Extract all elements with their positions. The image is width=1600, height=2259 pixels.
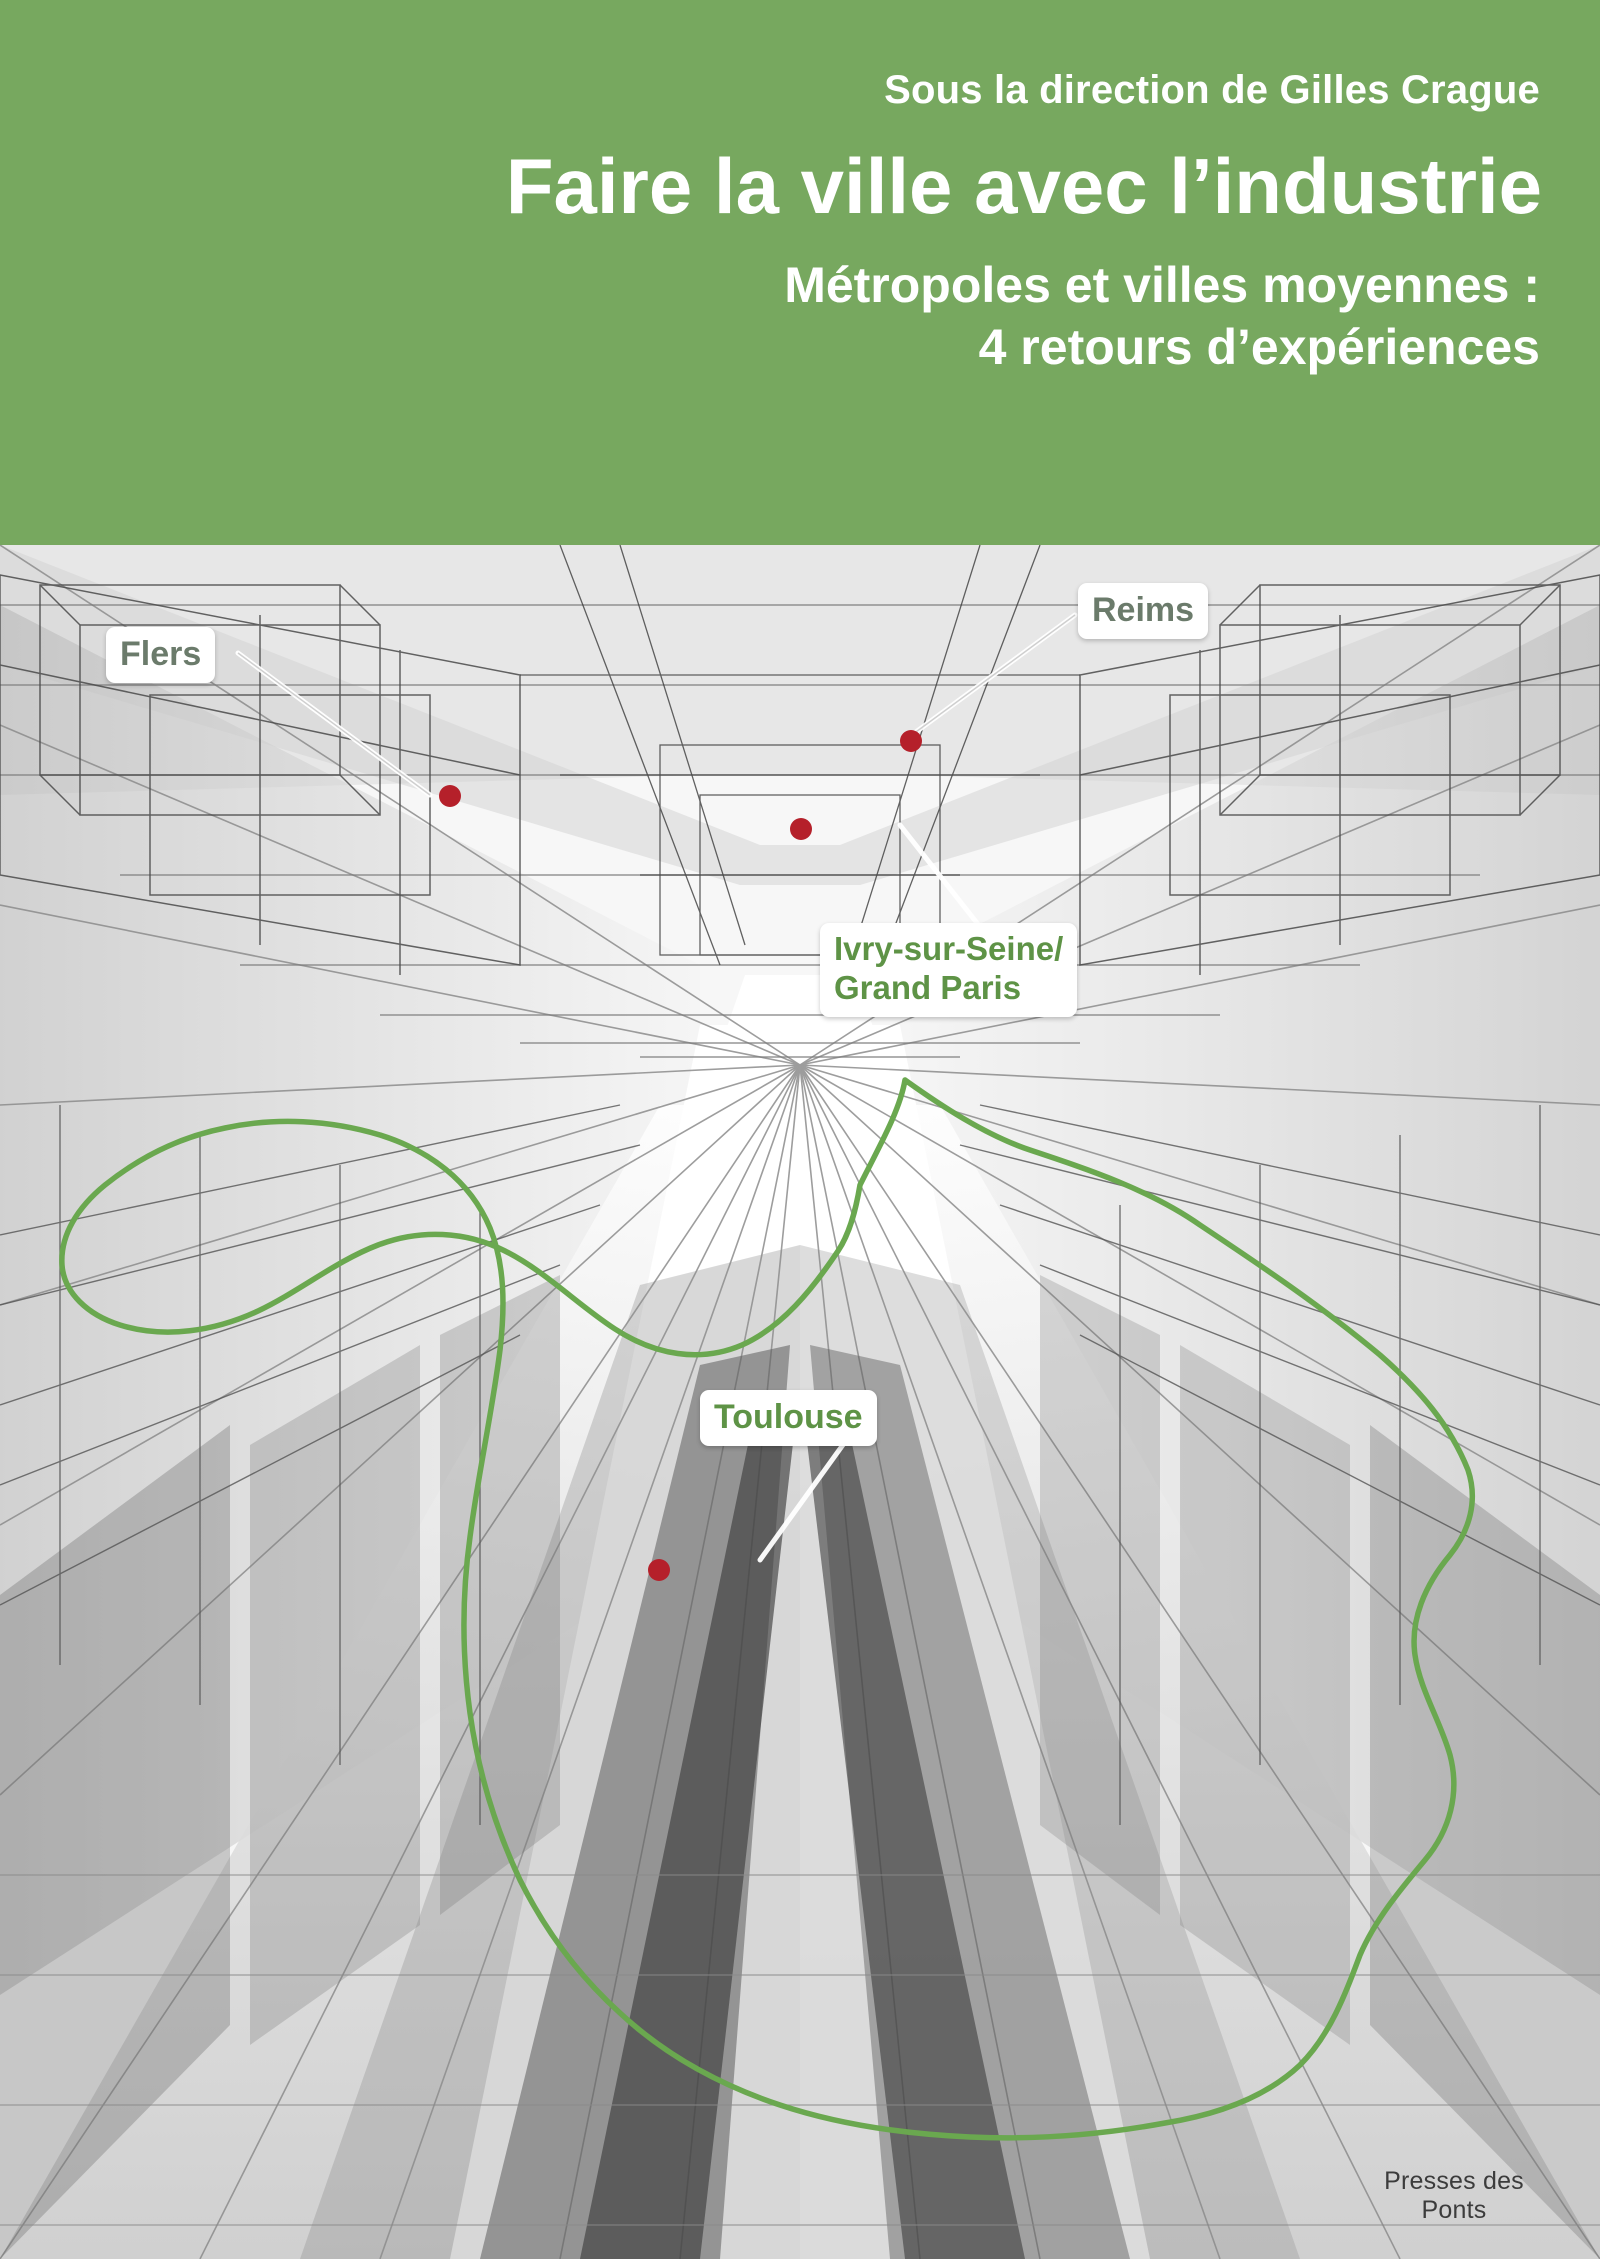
map-label-ivry-line-1: Ivry-sur-Seine/ (834, 930, 1064, 967)
map-marker-toulouse (648, 1559, 670, 1581)
subtitle-line-1: Métropoles et villes moyennes : (784, 256, 1540, 313)
map-marker-ivry (790, 818, 812, 840)
map-label-reims: Reims (1078, 583, 1208, 639)
subtitle (52, 254, 1540, 379)
page-title: Faire la ville avec l’industrie (505, 142, 1542, 230)
editor-credit: Sous la direction de Gilles Crague (884, 68, 1540, 112)
cover-header (0, 0, 1600, 545)
map-label-ivry-sur-seine-grand-paris (820, 923, 1077, 1017)
publisher-name: Presses des Ponts (1384, 2167, 1524, 2224)
publisher-logo (1354, 2043, 1554, 2225)
map-label-flers: Flers (106, 627, 215, 683)
cover-artwork (0, 545, 1600, 2259)
map-marker-reims (900, 730, 922, 752)
triangle-pyramid-icon (1379, 2043, 1529, 2161)
map-marker-flers (439, 785, 461, 807)
map-label-ivry-line-2: Grand Paris (834, 968, 1022, 1006)
subtitle-line-2: 4 retours d’expériences (978, 319, 1540, 376)
map-label-toulouse: Toulouse (700, 1390, 877, 1446)
